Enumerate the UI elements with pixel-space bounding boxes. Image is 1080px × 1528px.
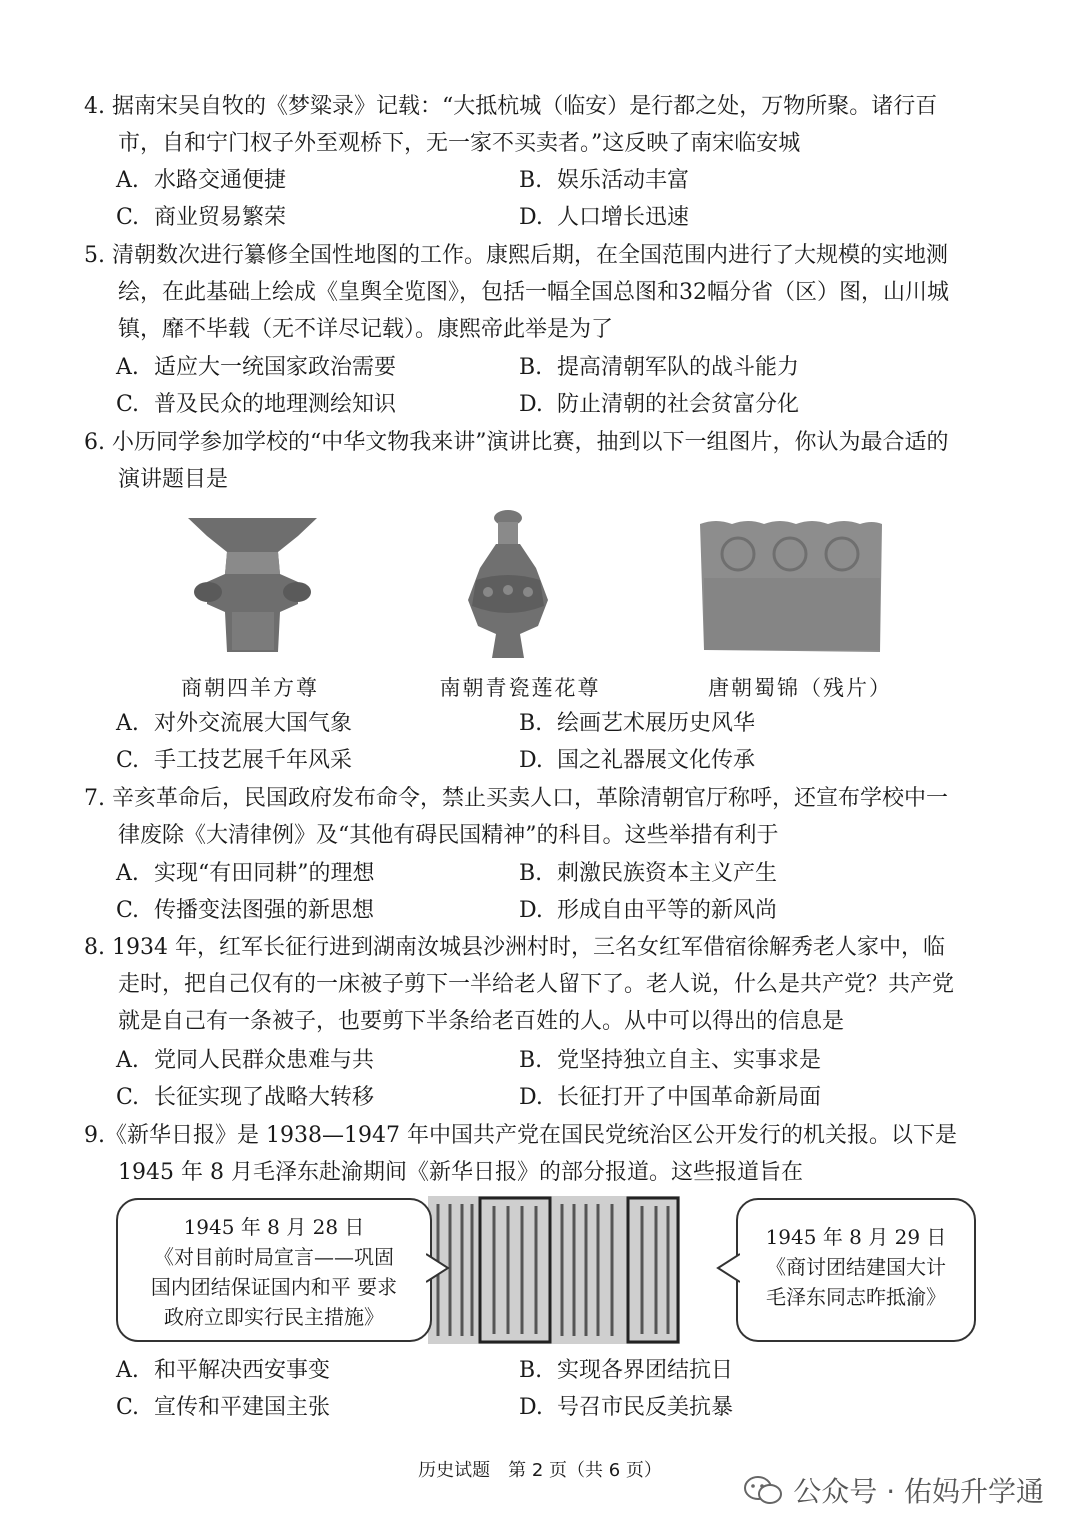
bubble-date: 1945 年 8 月 28 日 xyxy=(183,1215,365,1239)
bubble-line: 《商讨团结建国大计 xyxy=(766,1255,946,1279)
option-b: B. 刺激民族资本主义产生 xyxy=(519,861,778,886)
watermark xyxy=(743,1470,1044,1510)
option-b: B. 党坚持独立自主、实事求是 xyxy=(519,1048,822,1073)
bubble-line: 国内团结保证国内和平 要求 xyxy=(150,1275,398,1299)
question-9 xyxy=(84,1117,964,1191)
option-a: A. 党同人民群众患难与共 xyxy=(116,1048,375,1073)
option-c: C. 普及民众的地理测绘知识 xyxy=(116,392,397,417)
question-5 xyxy=(84,237,964,348)
option-b: B. 实现各界团结抗日 xyxy=(519,1358,734,1383)
question-stem: 4. 据南宋吴自牧的《梦粱录》记载：“大抵杭城（临安）是行都之处，万物所聚。诸行百市，自和宁门杈子外至观桥下，无一家不买卖者。”这反映了南宋临安城 xyxy=(84,94,938,156)
newspaper-clippings xyxy=(428,1196,680,1344)
left-callout-bubble xyxy=(116,1198,432,1342)
shu-brocade-image xyxy=(696,518,886,656)
option-d: D. 号召市民反美抗暴 xyxy=(519,1395,734,1420)
option-a: A. 水路交通便捷 xyxy=(116,168,287,193)
option-a: A. 适应大一统国家政治需要 xyxy=(116,355,397,380)
question-stem: 5. 清朝数次进行纂修全国性地图的工作。康熙后期，在全国范围内进行了大规模的实地测绘，在此基础上绘成《皇舆全览图》，包括一幅全国总图和32幅分省（区）图，山川城镇，靡不毕载（无不详尽记载）。康熙帝此举是为了 xyxy=(84,243,949,342)
option-d: D. 形成自由平等的新风尚 xyxy=(519,898,778,923)
watermark-text: 公众号 · 佑妈升学通 xyxy=(793,1475,1044,1508)
option-a: A. 和平解决西安事变 xyxy=(116,1358,331,1383)
question-stem: 7. 辛亥革命后，民国政府发布命令，禁止买卖人口，革除清朝官厅称呼，还宣布学校中一律废除《大清律例》及“其他有碍民国精神”的科目。这些举措有利于 xyxy=(84,786,948,848)
option-a: A. 实现“有田同耕”的理想 xyxy=(116,861,375,886)
question-9-options xyxy=(116,1352,976,1426)
left-bubble-pointer xyxy=(426,1250,450,1286)
question-stem: 9.《新华日报》是 1938—1947 年中国共产党在国民党统治区公开发行的机关报。以下是 1945 年 8 月毛泽东赴渝期间《新华日报》的部分报道。这些报道旨在 xyxy=(84,1123,957,1185)
newspaper-image xyxy=(428,1196,680,1344)
option-d: D. 人口增长迅速 xyxy=(519,205,690,230)
question-4 xyxy=(84,88,964,162)
question-stem: 6. 小历同学参加学校的“中华文物我来讲”演讲比赛，抽到以下一组图片，你认为最合适的演讲题目是 xyxy=(84,430,949,492)
bubble-line: 政府立即实行民主措施》 xyxy=(164,1305,384,1329)
page-footer: 历史试题 第 2 页（共 6 页） xyxy=(418,1460,662,1481)
bubble-line: 毛泽东同志昨抵渝》 xyxy=(766,1285,946,1309)
option-b: B. 绘画艺术展历史风华 xyxy=(519,711,756,736)
option-d: D. 国之礼器展文化传承 xyxy=(519,748,756,773)
wechat-icon xyxy=(743,1474,783,1506)
question-7 xyxy=(84,780,964,854)
question-8 xyxy=(84,929,964,1040)
bubble-date: 1945 年 8 月 29 日 xyxy=(765,1225,947,1249)
option-c: C. 传播变法图强的新思想 xyxy=(116,898,375,923)
question-4-options xyxy=(116,162,976,236)
option-b: B. 娱乐活动丰富 xyxy=(519,168,690,193)
celadon-vase-image xyxy=(458,508,558,666)
question-5-options xyxy=(116,349,976,423)
option-d: D. 防止清朝的社会贫富分化 xyxy=(519,392,800,417)
caption-bronze-zun: 商朝四羊方尊 xyxy=(181,676,319,700)
question-6-options xyxy=(116,705,976,779)
caption-celadon-vase: 南朝青瓷莲花尊 xyxy=(439,676,601,700)
option-a: A. 对外交流展大国气象 xyxy=(116,711,353,736)
bubble-line: 《对目前时局宣言——巩固 xyxy=(154,1245,394,1269)
question-8-options xyxy=(116,1042,976,1116)
option-d: D. 长征打开了中国革命新局面 xyxy=(519,1085,822,1110)
caption-shu-brocade: 唐朝蜀锦（残片） xyxy=(708,676,892,700)
right-callout-bubble xyxy=(736,1198,976,1342)
question-6 xyxy=(84,424,964,498)
option-b: B. 提高清朝军队的战斗能力 xyxy=(519,355,800,380)
option-c: C. 手工技艺展千年风采 xyxy=(116,748,353,773)
option-c: C. 商业贸易繁荣 xyxy=(116,205,287,230)
bronze-zun-image xyxy=(180,512,325,662)
question-7-options xyxy=(116,855,976,929)
question-stem: 8. 1934 年，红军长征行进到湖南汝城县沙洲村时，三名女红军借宿徐解秀老人家中，临走时，把自己仅有的一床被子剪下一半给老人留下了。老人说，什么是共产党？共产党就是自己有一条被子，也要剪下半条给老百姓的人。从中可以得出的信息是 xyxy=(84,935,955,1034)
right-bubble-pointer xyxy=(716,1250,740,1286)
option-c: C. 长征实现了战略大转移 xyxy=(116,1085,375,1110)
option-c: C. 宣传和平建国主张 xyxy=(116,1395,331,1420)
